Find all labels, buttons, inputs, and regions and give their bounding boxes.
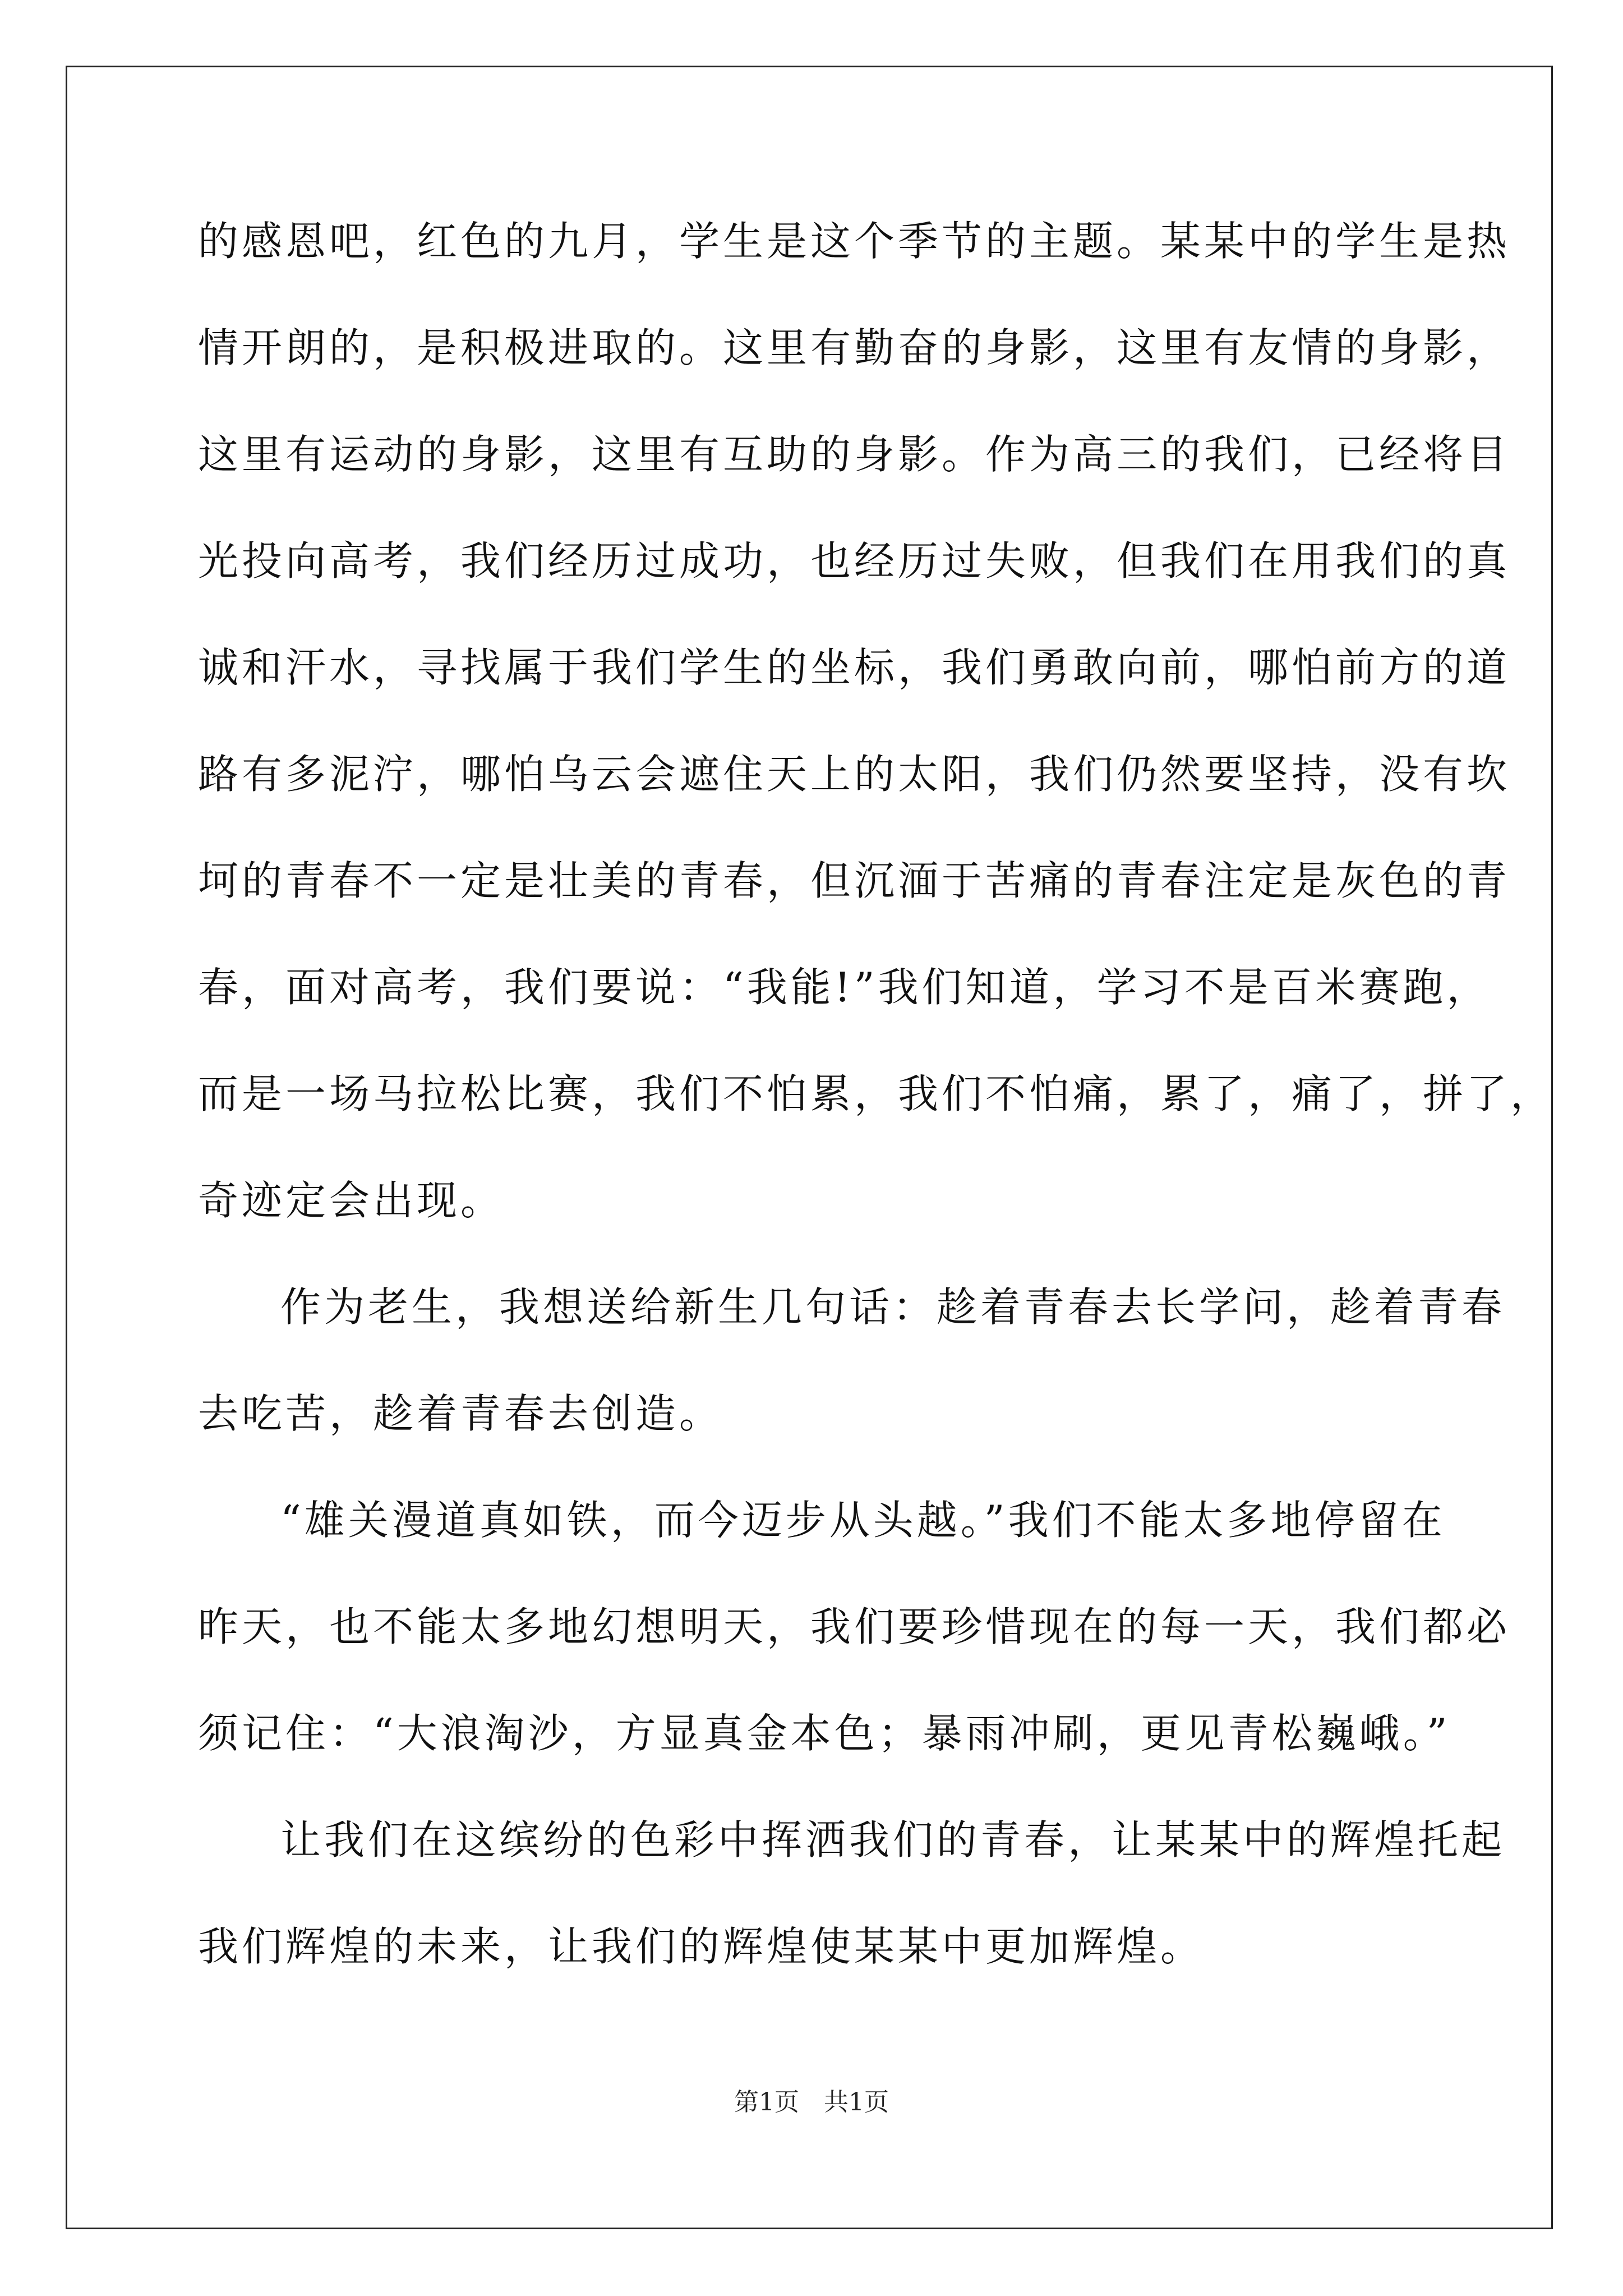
page-number-footer: 第1页 共1页 (734, 2088, 889, 2116)
text-line: 诚和汗水，寻找属于我们学生的坐标，我们勇敢向前，哪怕前方的道 (198, 644, 1511, 691)
text-line: 去吃苦，趁着青春去创造。 (198, 1390, 723, 1437)
text-line: 而是一场马拉松比赛，我们不怕累，我们不怕痛，累了，痛了，拼了， (198, 1070, 1555, 1117)
text-line: 的感恩吧，红色的九月，学生是这个季节的主题。某某中的学生是热 (198, 218, 1511, 265)
text-line: 春，面对高考，我们要说：“我能!”我们知道，学习不是百米赛跑， (198, 964, 1491, 1011)
text-line: 坷的青春不一定是壮美的青春，但沉湎于苦痛的青春注定是灰色的青 (198, 857, 1511, 904)
text-line: 奇迹定会出现。 (198, 1177, 505, 1224)
text-line: 我们辉煌的未来，让我们的辉煌使某某中更加辉煌。 (198, 1923, 1205, 1970)
text-line: 光投向高考，我们经历过成功，也经历过失败，但我们在用我们的真 (198, 537, 1511, 585)
text-line: 情开朗的，是积极进取的。这里有勤奋的身影，这里有友情的身影， (198, 324, 1511, 371)
text-line: 路有多泥泞，哪怕乌云会遮住天上的太阳，我们仍然要坚持，没有坎 (198, 751, 1511, 798)
text-line: 昨天，也不能太多地幻想明天，我们要珍惜现在的每一天，我们都必 (198, 1603, 1511, 1650)
paragraph-first-line: 让我们在这缤纷的色彩中挥洒我们的青春，让某某中的辉煌托起 (280, 1816, 1506, 1864)
page-border (66, 66, 1553, 2229)
text-line: 这里有运动的身影，这里有互助的身影。作为高三的我们，已经将目 (198, 431, 1511, 478)
paragraph-first-line: “雄关漫道真如铁，而今迈步从头越。”我们不能太多地停留在 (280, 1497, 1446, 1544)
paragraph-first-line: 作为老生，我想送给新生几句话：趁着青春去长学问，趁着青春 (280, 1283, 1506, 1331)
text-line: 须记住：“大浪淘沙，方显真金本色；暴雨冲刷，更见青松巍峨。” (198, 1710, 1451, 1757)
